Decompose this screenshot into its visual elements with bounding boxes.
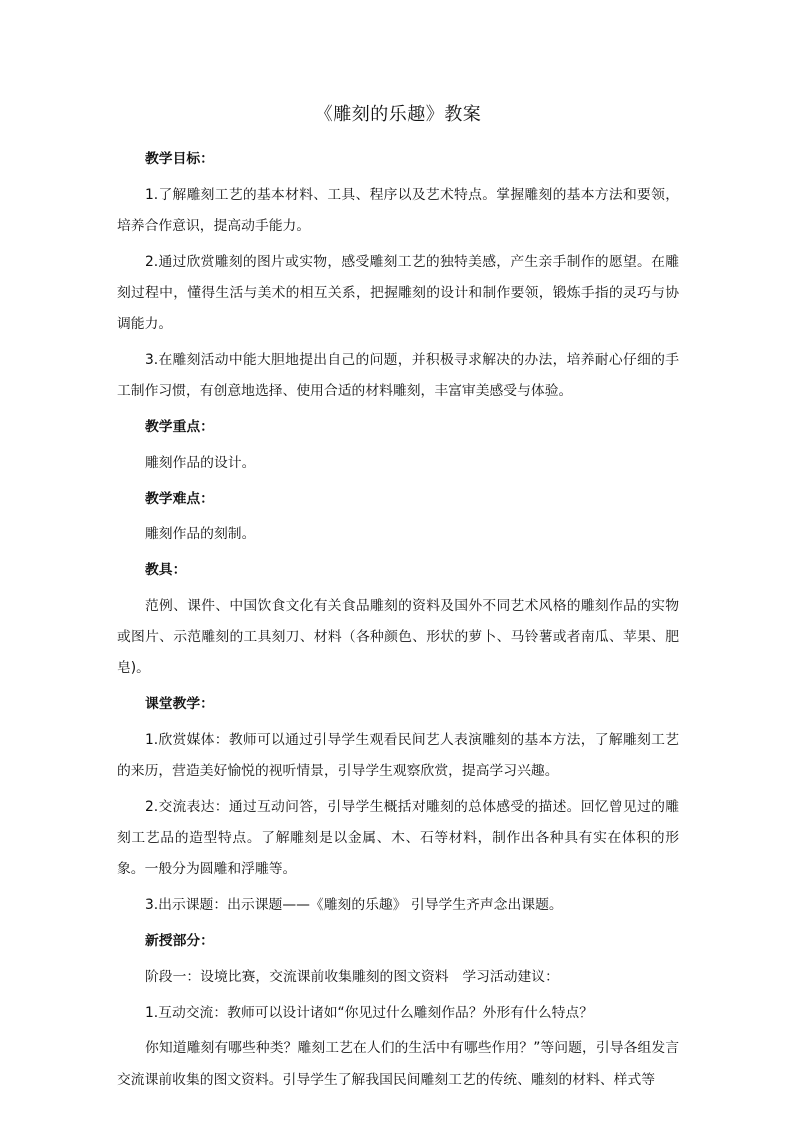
section-heading: 教学目标： [145, 151, 214, 167]
body-paragraph: 1.欣赏媒体：教师可以通过引导学生观看民间艺人表演雕刻的基本方法，了解雕刻工艺的来历，营造美好愉悦的视听情景，引导学生观察欣赏，提高学习兴趣。 [117, 731, 679, 780]
body-paragraph: 雕刻作品的刻制。 [145, 526, 256, 543]
body-paragraph: 1.互动交流：教师可以设计诸如“你见过什么雕刻作品？外形有什么特点？ [145, 1004, 594, 1021]
body-paragraph: 你知道雕刻有哪些种类？雕刻工艺在人们的生活中有哪些作用？”等问题，引导各组发言交流课前收集的图文资料。引导学生了解我国民间雕刻工艺的传统、雕刻的材料、样式等 [117, 1040, 679, 1088]
document-body [117, 144, 679, 1100]
section-heading: 教学重点： [145, 419, 214, 435]
body-paragraph: 范例、课件、中国饮食文化有关食品雕刻的资料及国外不同艺术风格的雕刻作品的实物或图片、示范雕刻的工具刻刀、材料（各种颜色、形状的萝卜、马铃薯或者南瓜、苹果、肥皂)。 [117, 597, 679, 677]
body-paragraph: 阶段一：设境比赛，交流课前收集雕刻的图文资料 学习活动建议： [145, 968, 559, 985]
section-heading: 课堂教学： [145, 696, 214, 713]
body-paragraph: 2.交流表达：通过互动问答，引导学生概括对雕刻的总体感受的描述。回忆曾见过的雕刻工艺品的造型特点。了解雕刻是以金属、木、石等材料，制作出各种具有实在体积的形象。一般分为圆雕和浮雕等。 [117, 798, 679, 878]
body-paragraph: 雕刻作品的设计。 [145, 454, 256, 471]
section-heading: 新授部分： [145, 932, 214, 949]
section-heading: 教具： [145, 562, 187, 579]
body-paragraph: 1.了解雕刻工艺的基本材料、工具、程序以及艺术特点。掌握雕刻的基本方法和要领，培养合作意识，提高动手能力。 [117, 186, 679, 234]
body-paragraph: 2.通过欣赏雕刻的图片或实物，感受雕刻工艺的独特美感，产生亲手制作的愿望。在雕刻过程中，懂得生活与美术的相互关系，把握雕刻的设计和制作要领，锻炼手指的灵巧与协调能力。 [117, 253, 679, 333]
body-paragraph: 3.在雕刻活动中能大胆地提出自己的问题，并积极寻求解决的办法，培养耐心仔细的手工制作习惯，有创意地选择、使用合适的材料雕刻，丰富审美感受与体验。 [117, 352, 679, 400]
body-paragraph: 3.出示课题：出示课题——《雕刻的乐趣》 引导学生齐声念出课题。 [145, 897, 563, 914]
section-heading: 教学难点： [145, 490, 214, 507]
document-title: 《雕刻的乐趣》教案 [314, 104, 482, 125]
